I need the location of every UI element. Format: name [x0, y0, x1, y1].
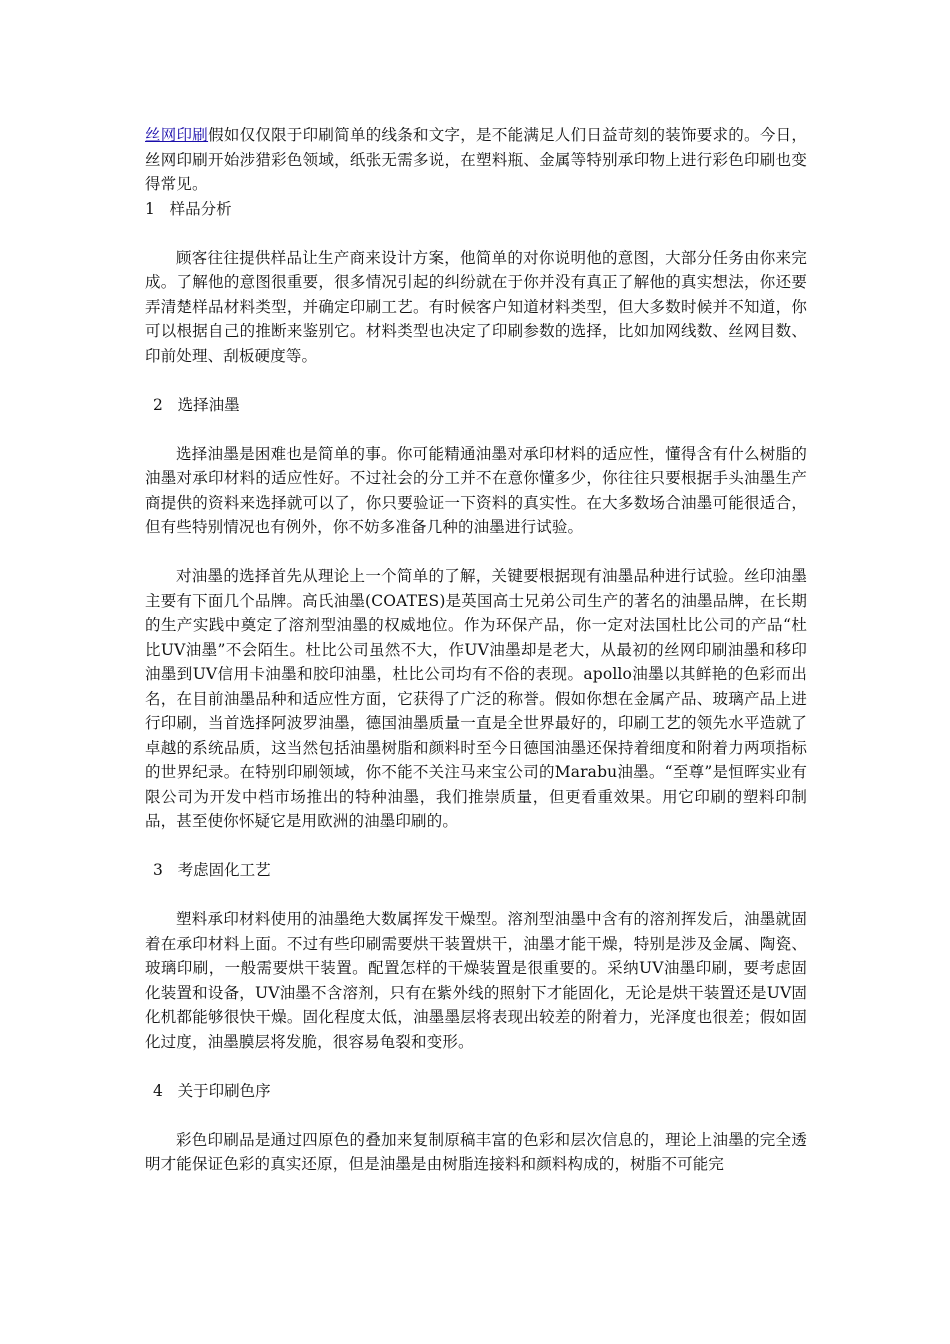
- spacer: [145, 540, 807, 565]
- spacer: [145, 1054, 807, 1079]
- section-3-heading: 3 考虑固化工艺: [153, 861, 271, 879]
- section-2-paragraph-1: 选择油墨是困难也是简单的事。你可能精通油墨对承印材料的适应性，懂得含有什么树脂的油墨对承印材料的适应性好。不过社会的分工并不在意你懂多少，你往往只要根据手头油墨生产商提供的资料来选择就可以了，你只要验证一下资料的真实性。在大多数场合油墨可能很适合，但有些特别情况也有例外，你不妨多准备几种的油墨进行试验。: [145, 444, 807, 536]
- section-3-paragraph-1: 塑料承印材料使用的油墨绝大数属挥发干燥型。溶剂型油墨中含有的溶剂挥发后，油墨就固着在承印材料上面。不过有些印刷需要烘干装置烘干，油墨才能干燥，特别是涉及金属、陶瓷、玻璃印刷，一般需要烘干装置。配置怎样的干燥装置是很重要的。采纳UV油墨印刷，要考虑固化装置和设备，UV油墨不含溶剂，只有在紫外线的照射下才能固化，无论是烘干装置还是UV固化机都能够很快干燥。固化程度太低，油墨墨层将表现出较差的附着力，光泽度也很差；假如固化过度，油墨膜层将发脆，很容易龟裂和变形。: [145, 910, 807, 1051]
- section-4-paragraph-1: 彩色印刷品是通过四原色的叠加来复制原稿丰富的色彩和层次信息的，理论上油墨的完全透明才能保证色彩的真实还原，但是油墨是由树脂连接料和颜料构成的，树脂不可能完: [145, 1130, 807, 1173]
- spacer: [145, 1103, 807, 1128]
- spacer: [145, 221, 807, 246]
- spacer: [145, 368, 807, 393]
- section-4-heading: 4 关于印刷色序: [153, 1081, 271, 1100]
- screen-printing-link[interactable]: 丝网印刷: [145, 126, 209, 144]
- spacer: [145, 883, 807, 908]
- intro-paragraph: [145, 123, 807, 197]
- section-2-paragraph-2: 对油墨的选择首先从理论上一个简单的了解，关键要根据现有油墨品种进行试验。丝印油墨主要有下面几个品牌。高氏油墨(COATES)是英国高士兄弟公司生产的著名的油墨品牌，在长期的生产实践中奠定了溶剂型油墨的权威地位。作为环保产品，你一定对法国杜比公司的产品“杜比UV油墨”不会陌生。杜比公司虽然不大，作UV油墨却是老大，从最初的丝网印刷油墨和移印油墨到UV信用卡油墨和胶印油墨，杜比公司均有不俗的表现。apollo油墨以其鲜艳的色彩而出名，在目前油墨品种和适应性方面，它获得了广泛的称誉。假如你想在金属产品、玻璃产品上进行印刷，当首选择阿波罗油墨，德国油墨质量一直是全世界最好的，印刷工艺的领先水平造就了卓越的系统品质，这当然包括油墨树脂和颜料时至今日德国油墨还保持着细度和附着力两项指标的世界纪录。在特别印刷领域，你不能不关注马来宝公司的Marabu油墨。“至尊”是恒晖实业有限公司为开发中档市场推出的特种油墨，我们推崇质量，但更看重效果。用它印刷的塑料印制品，甚至使你怀疑它是用欧洲的油墨印刷的。: [145, 567, 807, 830]
- spacer: [145, 834, 807, 859]
- section-2-heading: 2 选择油墨: [153, 395, 240, 414]
- section-1-heading: 1 样品分析: [145, 199, 232, 218]
- spacer: [145, 417, 807, 442]
- document-body: [145, 123, 807, 1177]
- intro-text: 假如仅仅限于印刷简单的线条和文字，是不能满足人们日益苛刻的装饰要求的。今日，丝网印刷开始涉猎彩色领域，纸张无需多说，在塑料瓶、金属等特别承印物上进行彩色印刷也变得常见。: [145, 126, 807, 193]
- section-1-paragraph-1: 顾客往往提供样品让生产商来设计方案，他简单的对你说明他的意图，大部分任务由你来完成。了解他的意图很重要，很多情况引起的纠纷就在于你并没有真正了解他的真实想法，你还要弄清楚样品材料类型，并确定印刷工艺。有时候客户知道材料类型，但大多数时候并不知道，你可以根据自己的推断来鉴别它。材料类型也决定了印刷参数的选择，比如加网线数、丝网目数、印前处理、刮板硬度等。: [145, 248, 807, 365]
